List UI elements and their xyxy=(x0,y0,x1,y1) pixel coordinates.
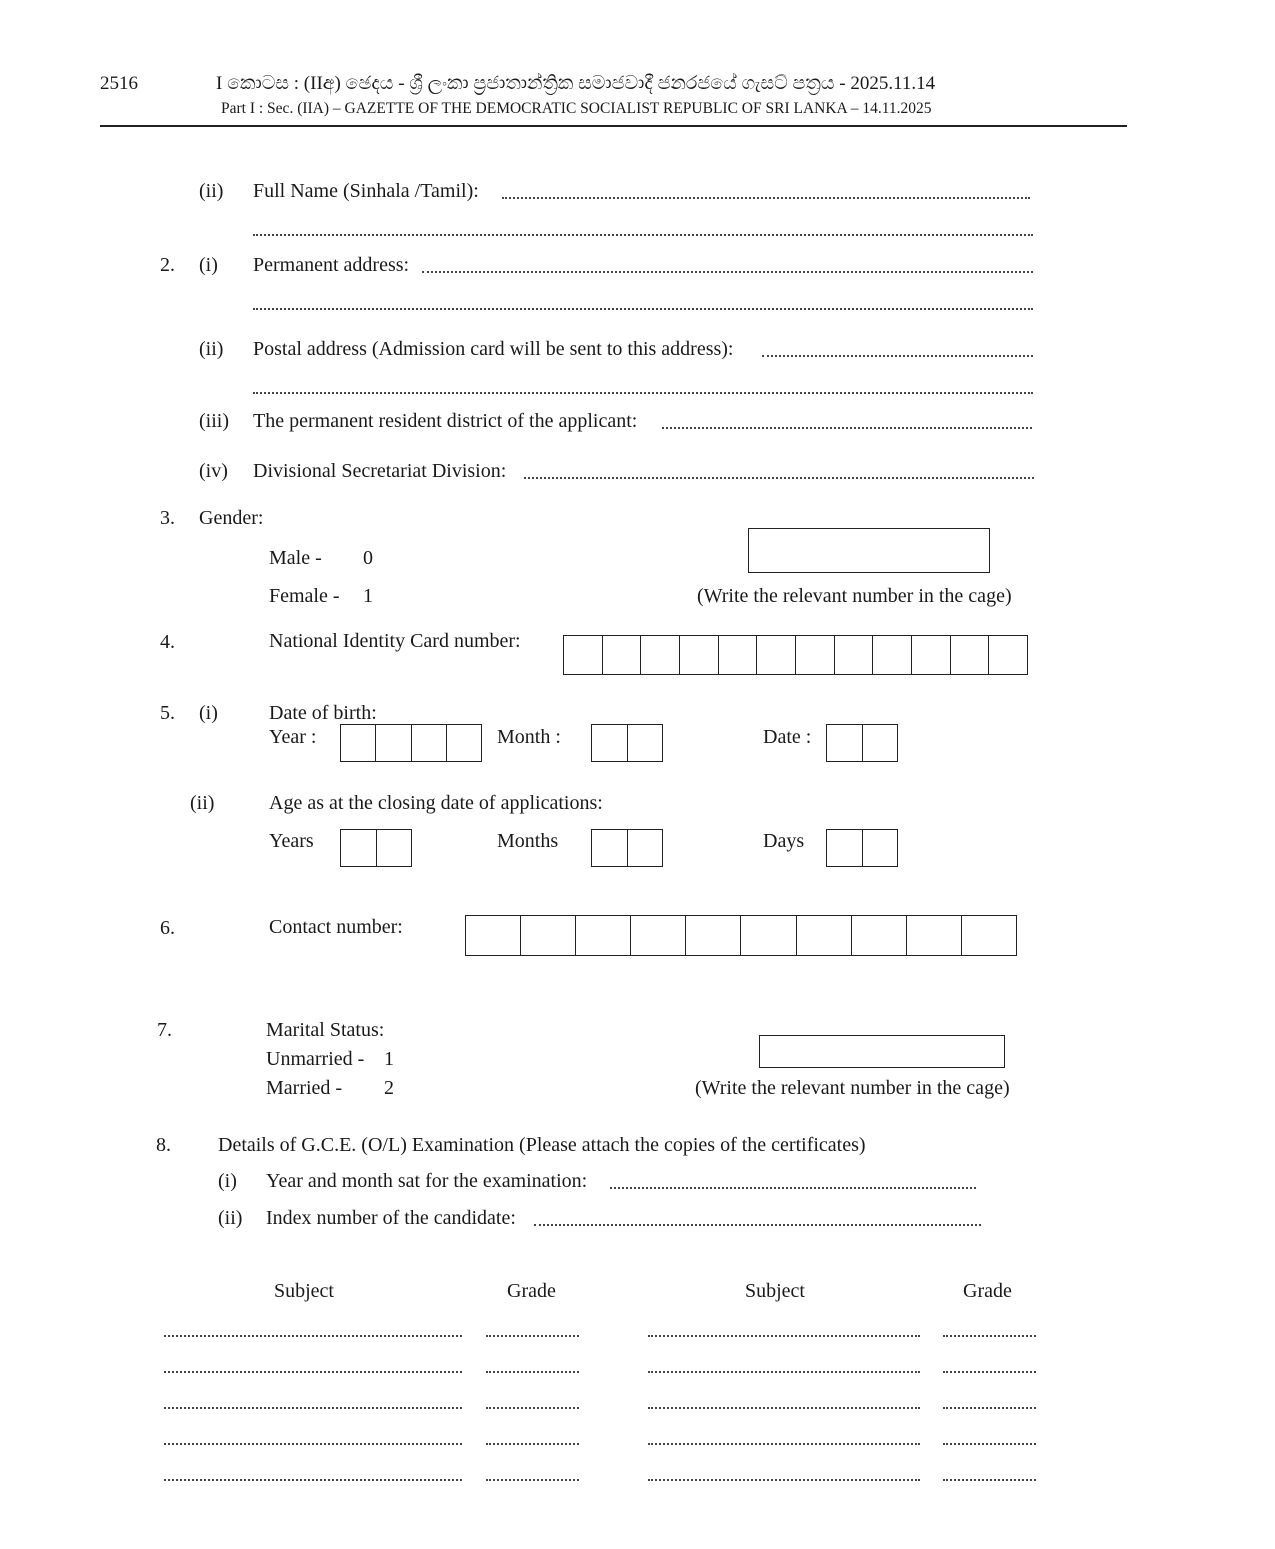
table-header-grade-right: Grade xyxy=(963,1280,1012,1302)
marital-cage[interactable] xyxy=(759,1035,1005,1068)
permanent-address-field[interactable] xyxy=(422,271,1033,273)
page-number: 2516 xyxy=(100,73,138,94)
married-label: Married - xyxy=(266,1077,343,1099)
q3-number: 3. xyxy=(160,507,175,529)
header-title-english: Part I : Sec. (IIA) – GAZETTE OF THE DEMOCRATIC SOCIALIST REPUBLIC OF SRI LANKA – 14.11.2025 xyxy=(221,100,932,117)
right-subject-field[interactable] xyxy=(648,1479,920,1481)
married-value: 2 xyxy=(384,1077,394,1099)
q8-sub-i: (i) xyxy=(218,1170,237,1192)
q2-sub-ii: (ii) xyxy=(199,338,224,360)
left-subject-field[interactable] xyxy=(164,1443,462,1445)
q7-number: 7. xyxy=(157,1019,172,1041)
right-subject-field[interactable] xyxy=(648,1335,920,1337)
q4-number: 4. xyxy=(160,631,175,653)
female-label: Female - xyxy=(269,585,340,607)
table-header-grade-left: Grade xyxy=(507,1280,556,1302)
right-grade-field[interactable] xyxy=(943,1407,1036,1409)
table-header-subject-right: Subject xyxy=(745,1280,805,1302)
left-subject-field[interactable] xyxy=(164,1479,462,1481)
permanent-address-label: Permanent address: xyxy=(253,254,410,276)
left-grade-field[interactable] xyxy=(486,1371,579,1373)
q2-number: 2. xyxy=(160,254,175,276)
exam-year-month-label: Year and month sat for the examination: xyxy=(266,1170,588,1192)
marital-label: Marital Status: xyxy=(266,1019,385,1041)
month-label: Month : xyxy=(497,726,561,748)
left-subject-field[interactable] xyxy=(164,1371,462,1373)
ds-division-field[interactable] xyxy=(524,477,1034,479)
table-header-subject-left: Subject xyxy=(274,1280,334,1302)
header-title-sinhala: I කොටස : (IIඅ) ඡෙදය - ශ්‍රී ලංකා ප්‍රජාතාන්ත්‍රික සමාජවාදී ජනරජයේ ගැසට් පත්‍රය - 2025.11.14 xyxy=(216,73,936,94)
ds-division-label: Divisional Secretariat Division: xyxy=(253,460,507,482)
header-rule xyxy=(100,125,1127,127)
left-subject-field[interactable] xyxy=(164,1407,462,1409)
q2-sub-i: (i) xyxy=(199,254,218,276)
right-grade-field[interactable] xyxy=(943,1479,1036,1481)
year-label: Year : xyxy=(269,726,317,748)
months-label: Months xyxy=(497,830,559,852)
date-label: Date : xyxy=(763,726,812,748)
right-grade-field[interactable] xyxy=(943,1335,1036,1337)
district-label: The permanent resident district of the applicant: xyxy=(253,410,638,432)
q8-sub-ii: (ii) xyxy=(218,1207,243,1229)
dob-label: Date of birth: xyxy=(269,702,377,724)
q2-sub-iv: (iv) xyxy=(199,460,228,482)
right-subject-field[interactable] xyxy=(648,1407,920,1409)
q1-sub-ii: (ii) xyxy=(199,180,224,202)
left-subject-field[interactable] xyxy=(164,1335,462,1337)
full-name-field[interactable] xyxy=(502,197,1030,199)
marital-instruction: (Write the relevant number in the cage) xyxy=(695,1077,1010,1099)
left-grade-field[interactable] xyxy=(486,1407,579,1409)
left-grade-field[interactable] xyxy=(486,1479,579,1481)
index-number-label: Index number of the candidate: xyxy=(266,1207,516,1229)
days-label: Days xyxy=(763,830,805,852)
contact-cells[interactable] xyxy=(465,915,1017,956)
age-days-cells[interactable] xyxy=(826,829,898,867)
q5-number: 5. xyxy=(160,702,175,724)
left-grade-field[interactable] xyxy=(486,1443,579,1445)
full-name-label: Full Name (Sinhala /Tamil): xyxy=(253,180,479,202)
years-label: Years xyxy=(269,830,314,852)
permanent-address-field-line2[interactable] xyxy=(253,308,1033,310)
right-grade-field[interactable] xyxy=(943,1371,1036,1373)
index-number-field[interactable] xyxy=(534,1224,981,1226)
gender-cage[interactable] xyxy=(748,528,990,573)
q6-number: 6. xyxy=(160,917,175,939)
left-grade-field[interactable] xyxy=(486,1335,579,1337)
postal-address-field[interactable] xyxy=(762,355,1033,357)
q8-number: 8. xyxy=(156,1134,171,1156)
gender-label: Gender: xyxy=(199,507,264,529)
unmarried-value: 1 xyxy=(384,1048,394,1070)
age-years-cells[interactable] xyxy=(340,829,412,867)
q5-sub-ii: (ii) xyxy=(190,792,215,814)
nic-label: National Identity Card number: xyxy=(269,630,521,652)
nic-cells[interactable] xyxy=(563,635,1028,675)
contact-label: Contact number: xyxy=(269,916,403,938)
postal-address-field-line2[interactable] xyxy=(253,392,1033,394)
male-label: Male - xyxy=(269,547,322,569)
postal-address-label: Postal address (Admission card will be sent to this address): xyxy=(253,338,734,360)
dob-month-cells[interactable] xyxy=(591,724,663,762)
male-value: 0 xyxy=(363,547,373,569)
age-months-cells[interactable] xyxy=(591,829,663,867)
ol-details-label: Details of G.C.E. (O/L) Examination (Please attach the copies of the certificates) xyxy=(218,1134,866,1156)
dob-date-cells[interactable] xyxy=(826,724,898,762)
gender-instruction: (Write the relevant number in the cage) xyxy=(697,585,1012,607)
age-label: Age as at the closing date of applications: xyxy=(269,792,603,814)
right-subject-field[interactable] xyxy=(648,1443,920,1445)
q2-sub-iii: (iii) xyxy=(199,410,229,432)
full-name-field-line2[interactable] xyxy=(253,234,1033,236)
right-subject-field[interactable] xyxy=(648,1371,920,1373)
q5-sub-i: (i) xyxy=(199,702,218,724)
dob-year-cells[interactable] xyxy=(340,724,482,762)
right-grade-field[interactable] xyxy=(943,1443,1036,1445)
unmarried-label: Unmarried - xyxy=(266,1048,365,1070)
exam-year-month-field[interactable] xyxy=(610,1187,976,1189)
district-field[interactable] xyxy=(662,427,1032,429)
female-value: 1 xyxy=(363,585,373,607)
